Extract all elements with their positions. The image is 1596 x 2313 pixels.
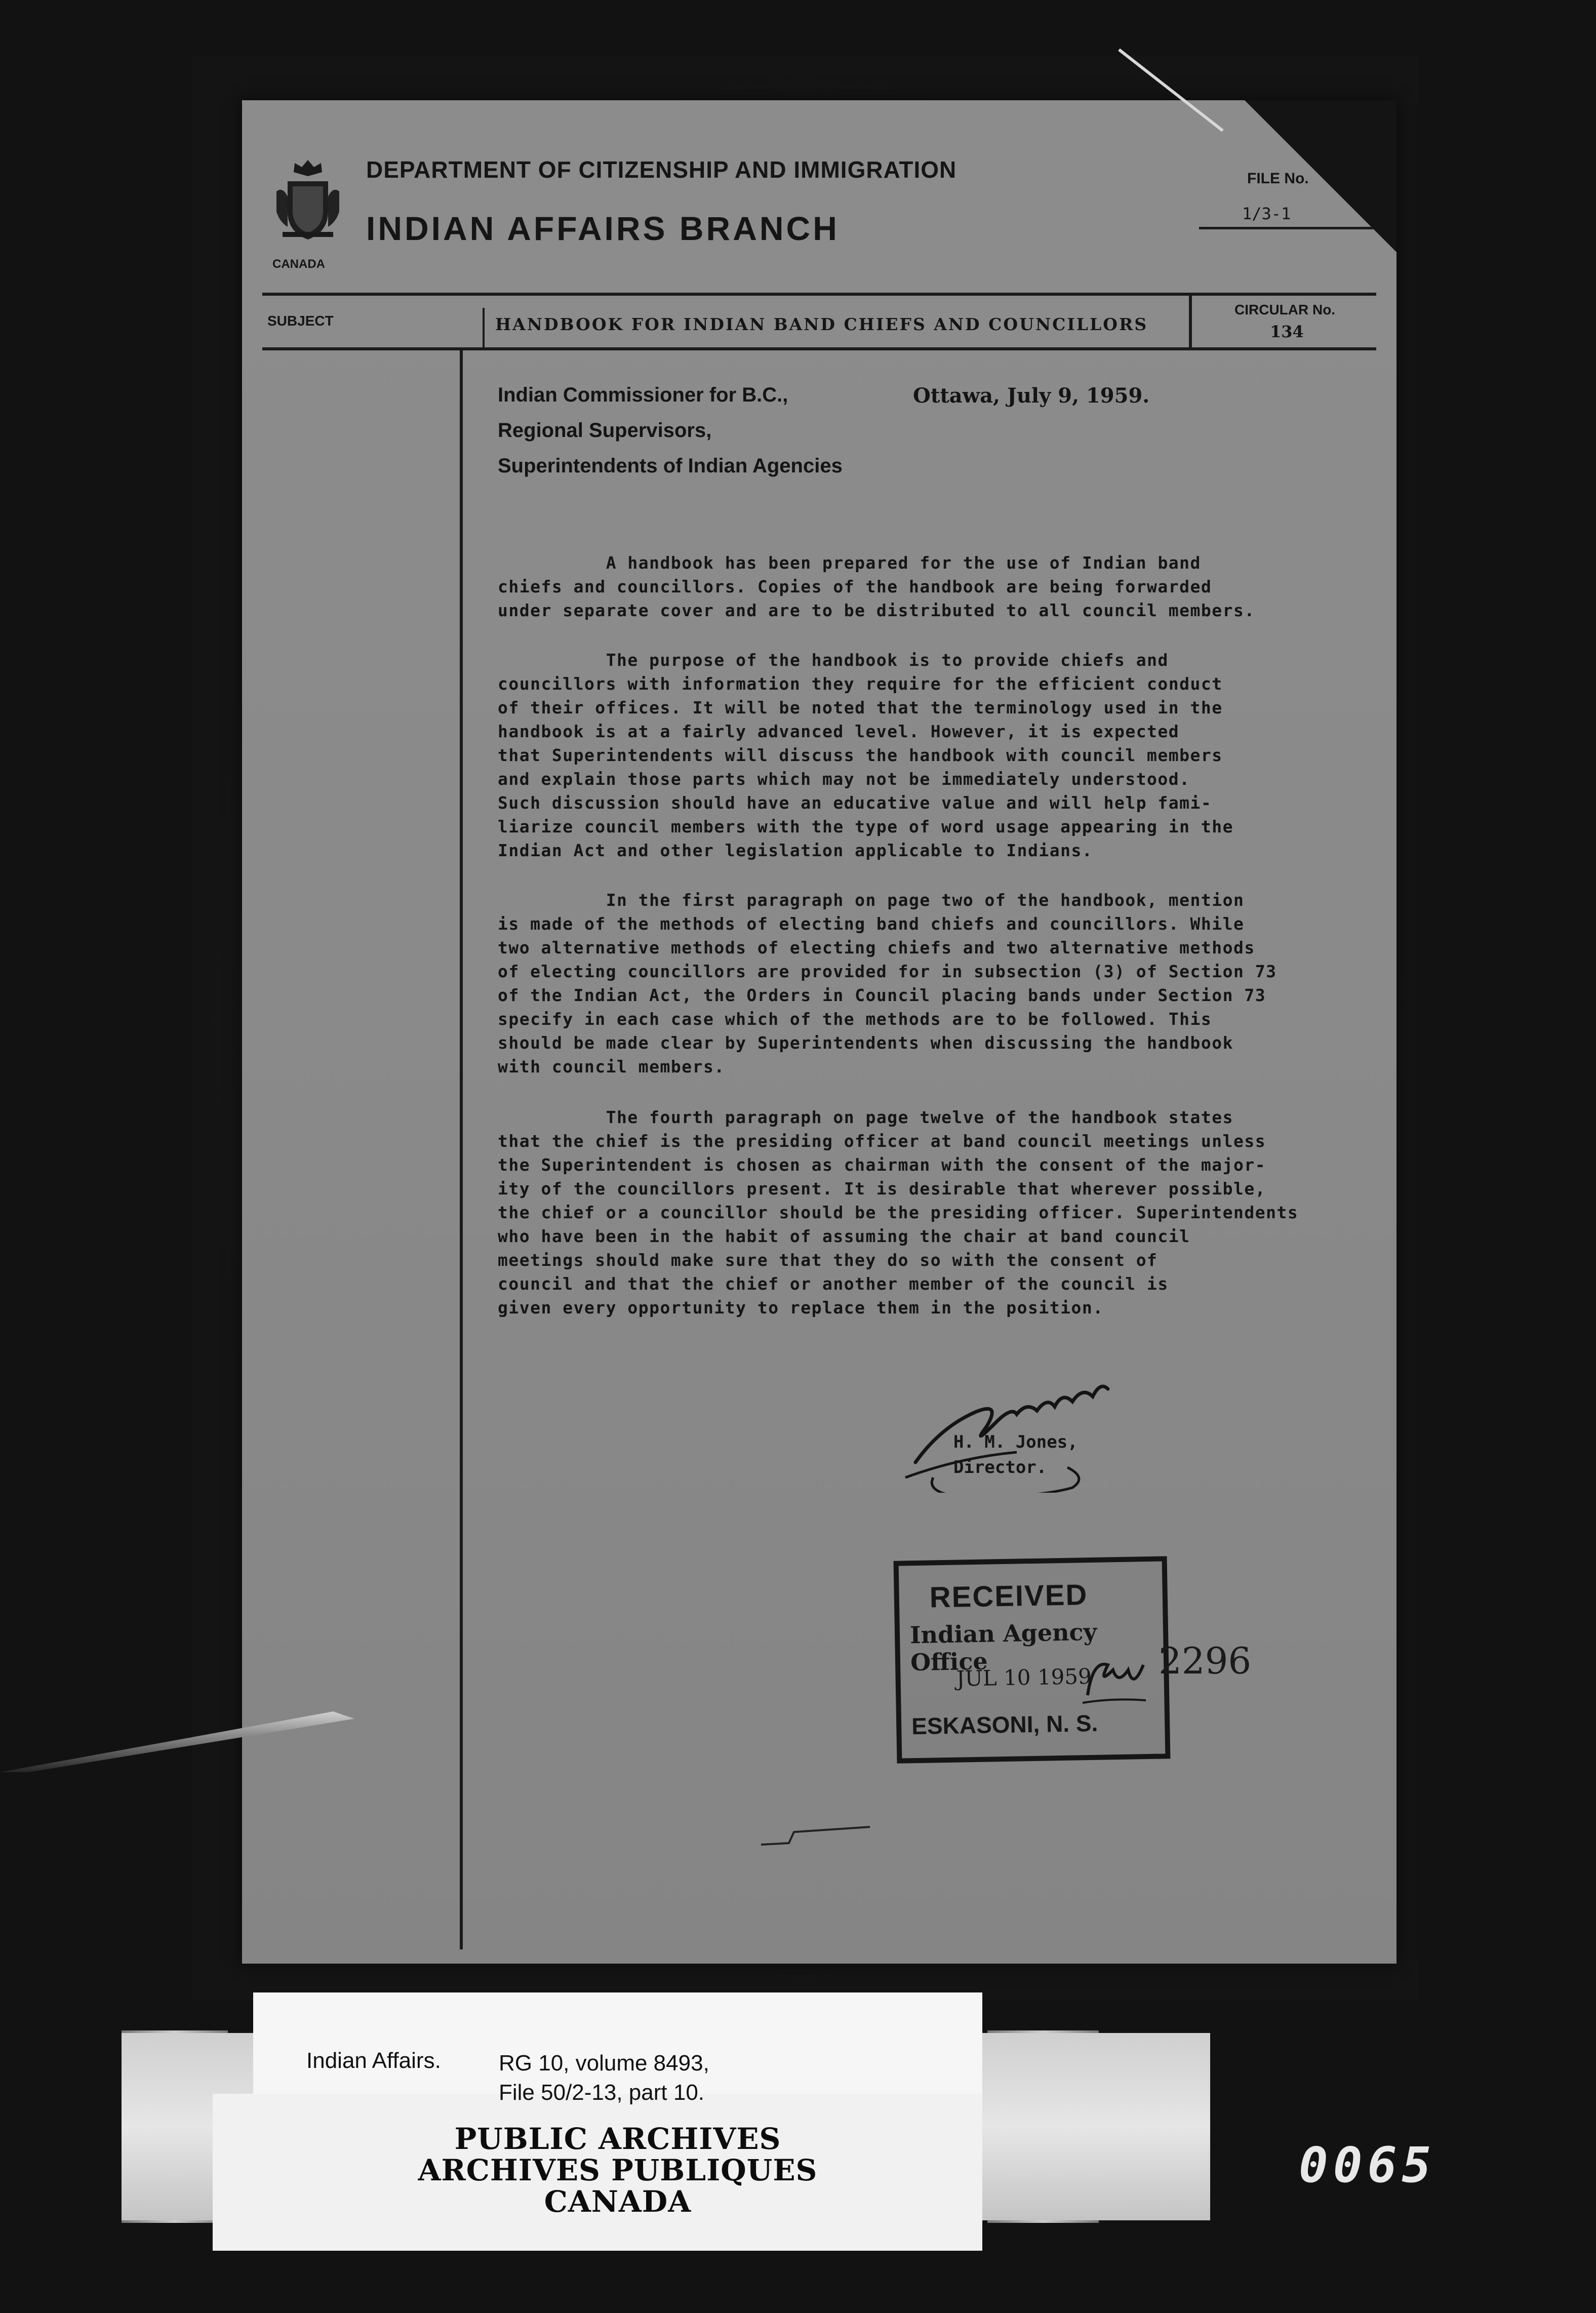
- circular-divider: [1189, 293, 1192, 349]
- subject-label: SUBJECT: [267, 313, 334, 329]
- archive-institution-en: PUBLIC ARCHIVES: [454, 2122, 781, 2156]
- file-number-value: 1/3-1: [1242, 204, 1291, 223]
- stamp-file-number: 2296: [1159, 1640, 1252, 1682]
- stamp-date: JUL 10 1959: [956, 1663, 1092, 1691]
- archive-reference-card: [253, 1992, 982, 2094]
- archive-institution-fr: ARCHIVES PUBLIQUES: [418, 2153, 818, 2187]
- header-rule-bottom: [262, 347, 1376, 350]
- coat-of-arms-icon: [272, 156, 343, 242]
- subject-divider: [483, 308, 485, 349]
- department-name: DEPARTMENT OF CITIZENSHIP AND IMMIGRATION: [366, 156, 957, 183]
- addressee-commissioner: Indian Commissioner for B.C.,: [498, 384, 788, 406]
- subject-title: HANDBOOK FOR INDIAN BAND CHIEFS AND COUNCILLORS: [495, 314, 1148, 334]
- archive-department: Indian Affairs.: [306, 2048, 441, 2073]
- header-rule-top: [262, 293, 1376, 296]
- archive-reference-volume: RG 10, volume 8493,: [499, 2051, 709, 2076]
- circular-number-label: CIRCULAR No.: [1234, 302, 1336, 317]
- addressee-supervisors: Regional Supervisors,: [498, 419, 712, 442]
- archive-reference-file: File 50/2-13, part 10.: [499, 2080, 705, 2105]
- paragraph-1: A handbook has been prepared for the use of Indian band chiefs and councillors. Copies of the handbook are being forwarded under separate cover and are to be distributed to all council members.: [498, 553, 1255, 620]
- paragraph-2: The purpose of the handbook is to provide chiefs and councillors with information they require for the efficient conduct of their offices. It will be noted that the terminology used in the handbook is at a fairly advanced level. However, it is expected that Superintendents will discuss the handbook with council members and explain those parts which may not be immediately understood. Such discussion should have an educative value and will help fami- liarize council members with the type of word usage appearing in the Indian Act and other legislation applicable to Indians.: [498, 650, 1234, 860]
- stamp-office: Indian Agency Office: [909, 1618, 1097, 1677]
- handwritten-initials: [1078, 1650, 1148, 1710]
- branch-name: INDIAN AFFAIRS BRANCH: [366, 210, 840, 247]
- circular-number-value: 134: [1270, 322, 1304, 341]
- margin-rule: [460, 349, 463, 1949]
- file-underline: [1199, 227, 1374, 229]
- file-number-label: FILE No.: [1247, 170, 1309, 187]
- letter-sheet: [242, 100, 1397, 1964]
- paragraph-4: The fourth paragraph on page twelve of the handbook states that the chief is the presiding officer at band council meetings unless the Superintendent is chosen as chairman with the consent of the major- ity of the councillors present. It is desirable that wherever possible, the chief or a councillor should be the presiding officer. Superintendents who have been in the habit of assuming the chair at band council meetings should make sure that they do so with the consent of council and that the chief or another member of the council is given every opportunity to replace them in the position.: [498, 1107, 1299, 1318]
- signatory-name: H. M. Jones,: [953, 1432, 1078, 1452]
- stamp-received: RECEIVED: [929, 1578, 1088, 1614]
- paragraph-3: In the first paragraph on page two of the handbook, mention is made of the methods of electing band chiefs and councillors. While two alternative methods of electing chiefs and two alternative methods of electing councillors are provided for in subsection (3) of Section 73 of the Indian Act, the Orders in Council placing bands under Section 73 specify in each case which of the methods are to be followed. This should be made clear by Superintendents when discussing the handbook with council members.: [498, 890, 1277, 1076]
- stamp-location: ESKASONI, N. S.: [911, 1709, 1098, 1740]
- pencil-mark: [759, 1822, 875, 1852]
- signatory-title: Director.: [953, 1457, 1047, 1478]
- letter-date: Ottawa, July 9, 1959.: [913, 384, 1150, 408]
- film-frame-number: 0065: [1299, 2137, 1437, 2194]
- addressee-superintendents: Superintendents of Indian Agencies: [498, 455, 843, 477]
- archive-institution-country: CANADA: [544, 2184, 692, 2219]
- crest-label: CANADA: [272, 257, 325, 271]
